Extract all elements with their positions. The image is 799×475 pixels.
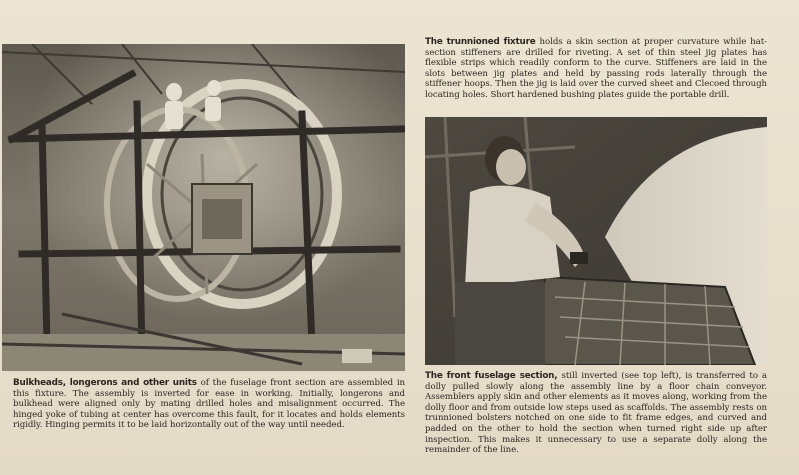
caption-heading: The front fuselage section, bbox=[425, 371, 562, 381]
front-fuselage-caption bbox=[425, 371, 767, 456]
bulkheads-caption bbox=[13, 378, 405, 431]
fuselage-fixture-photo bbox=[2, 44, 405, 371]
caption-body: holds a skin section at proper curvature while hat-section stiffeners are drilled for riveting. A set of thin steel jig plates has flexible strips which readily conform to the curve. Stiffeners are laid in the slots between jig plates and held by passing rods laterally through the stiffener hoops. Then the jig is laid over the curved sheet and Clecoed through locating holes. Short hardened bushing plates guide the portable drill. bbox=[425, 37, 767, 100]
caption-body: still inverted (see top left), is transferred to a dolly pulled slowly along the assembly line by a floor chain conveyor. Assemblers apply skin and other elements as it moves along, working from the dolly floor and from outside low steps used as scaffolds. The assembly rests on trunnioned bolsters notched on one side to fit frame edges, and curved and padded on the other to hold the section when turned right side up after inspection. This makes it unnecessary to use a separate dolly along the remainder of the line. bbox=[425, 371, 767, 456]
trunnioned-fixture-photo bbox=[425, 117, 767, 365]
caption-heading: Bulkheads, longerons and other units bbox=[13, 378, 201, 388]
caption-heading: The trunnioned fixture bbox=[425, 37, 540, 47]
trunnioned-fixture-caption bbox=[425, 37, 767, 101]
caption-body: of the fuselage front section are assembled in this fixture. The assembly is inverted for ease in working. Initially, longerons and bulkhead were aligned only by mating drilled holes and misalignment occurred. The hinged yoke of tubing at center has overcome this fault, for it locates and holds elements rigidly. Hinging permits it to be laid horizontally out of the way until needed. bbox=[13, 378, 406, 431]
